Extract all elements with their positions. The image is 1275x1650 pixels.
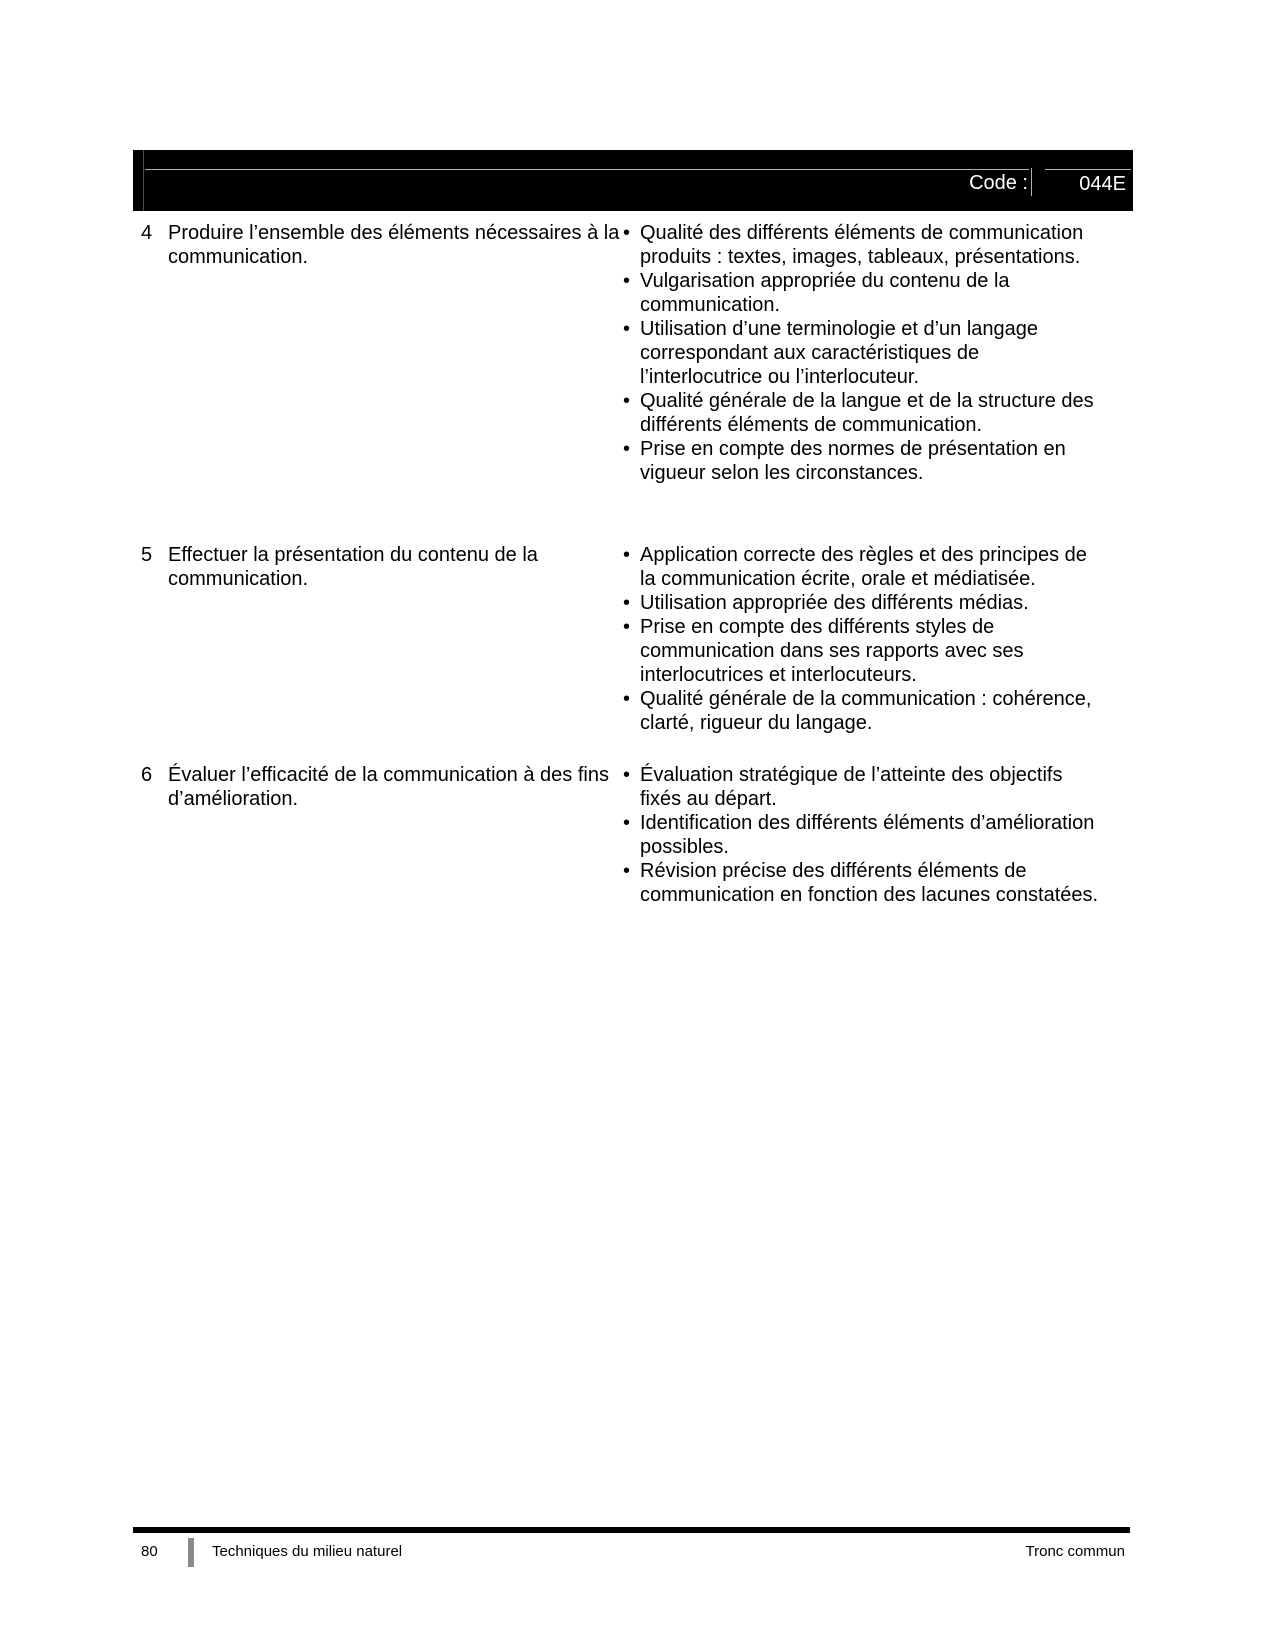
objective-number: 5 <box>141 544 153 566</box>
criteria-item: • Utilisation appropriée des différents médias. <box>640 591 1100 615</box>
criteria-item: • Évaluation stratégique de l’atteinte des objectifs fixés au départ. <box>640 763 1100 811</box>
criteria-item: • Révision précise des différents éléments de communication en fonction des lacunes constatées. <box>640 859 1100 907</box>
criteria-item: • Utilisation d’une terminologie et d’un langage correspondant aux caractéristiques de l’interlocutrice ou l’interlocuteur. <box>640 317 1100 389</box>
banner-horizontal-rule <box>145 169 1029 170</box>
criteria-item: • Identification des différents éléments d’amélioration possibles. <box>640 811 1100 859</box>
footer-divider-bar <box>188 1538 194 1567</box>
criteria-item: • Prise en compte des différents styles de communication dans ses rapports avec ses interlocutrices et interlocuteurs. <box>640 615 1100 687</box>
criteria-item: • Application correcte des règles et des principes de la communication écrite, orale et médiatisée. <box>640 543 1100 591</box>
footer-rule <box>133 1527 1130 1533</box>
objective-number: 6 <box>141 764 153 786</box>
objective-text: Évaluer l’efficacité de la communication à des fins d’amélioration. <box>168 764 609 810</box>
criteria-item: • Qualité des différents éléments de communication produits : textes, images, tableaux, présentations. <box>640 221 1100 269</box>
code-label: Code : <box>969 172 1028 194</box>
criteria-list <box>622 763 1100 907</box>
criteria-list <box>622 543 1100 735</box>
banner-left-border <box>143 150 144 211</box>
criteria-item: • Vulgarisation appropriée du contenu de la communication. <box>640 269 1100 317</box>
banner-vertical-separator <box>1031 168 1032 196</box>
objective-text: Produire l’ensemble des éléments nécessaires à la communication. <box>168 222 620 268</box>
criteria-item: • Prise en compte des normes de présentation en vigueur selon les circonstances. <box>640 437 1100 485</box>
criteria-item: • Qualité générale de la communication : cohérence, clarté, rigueur du langage. <box>640 687 1100 735</box>
code-value: 044E <box>1045 169 1131 196</box>
objective-text: Effectuer la présentation du contenu de la communication. <box>168 544 538 590</box>
header-banner <box>133 150 1133 211</box>
criteria-list <box>622 221 1100 485</box>
criteria-item: • Qualité générale de la langue et de la structure des différents éléments de communication. <box>640 389 1100 437</box>
objective-number: 4 <box>141 222 153 244</box>
footer-document-title: Techniques du milieu naturel <box>212 1543 403 1560</box>
footer-section-title: Tronc commun <box>1025 1543 1125 1560</box>
page-number: 80 <box>141 1543 158 1560</box>
